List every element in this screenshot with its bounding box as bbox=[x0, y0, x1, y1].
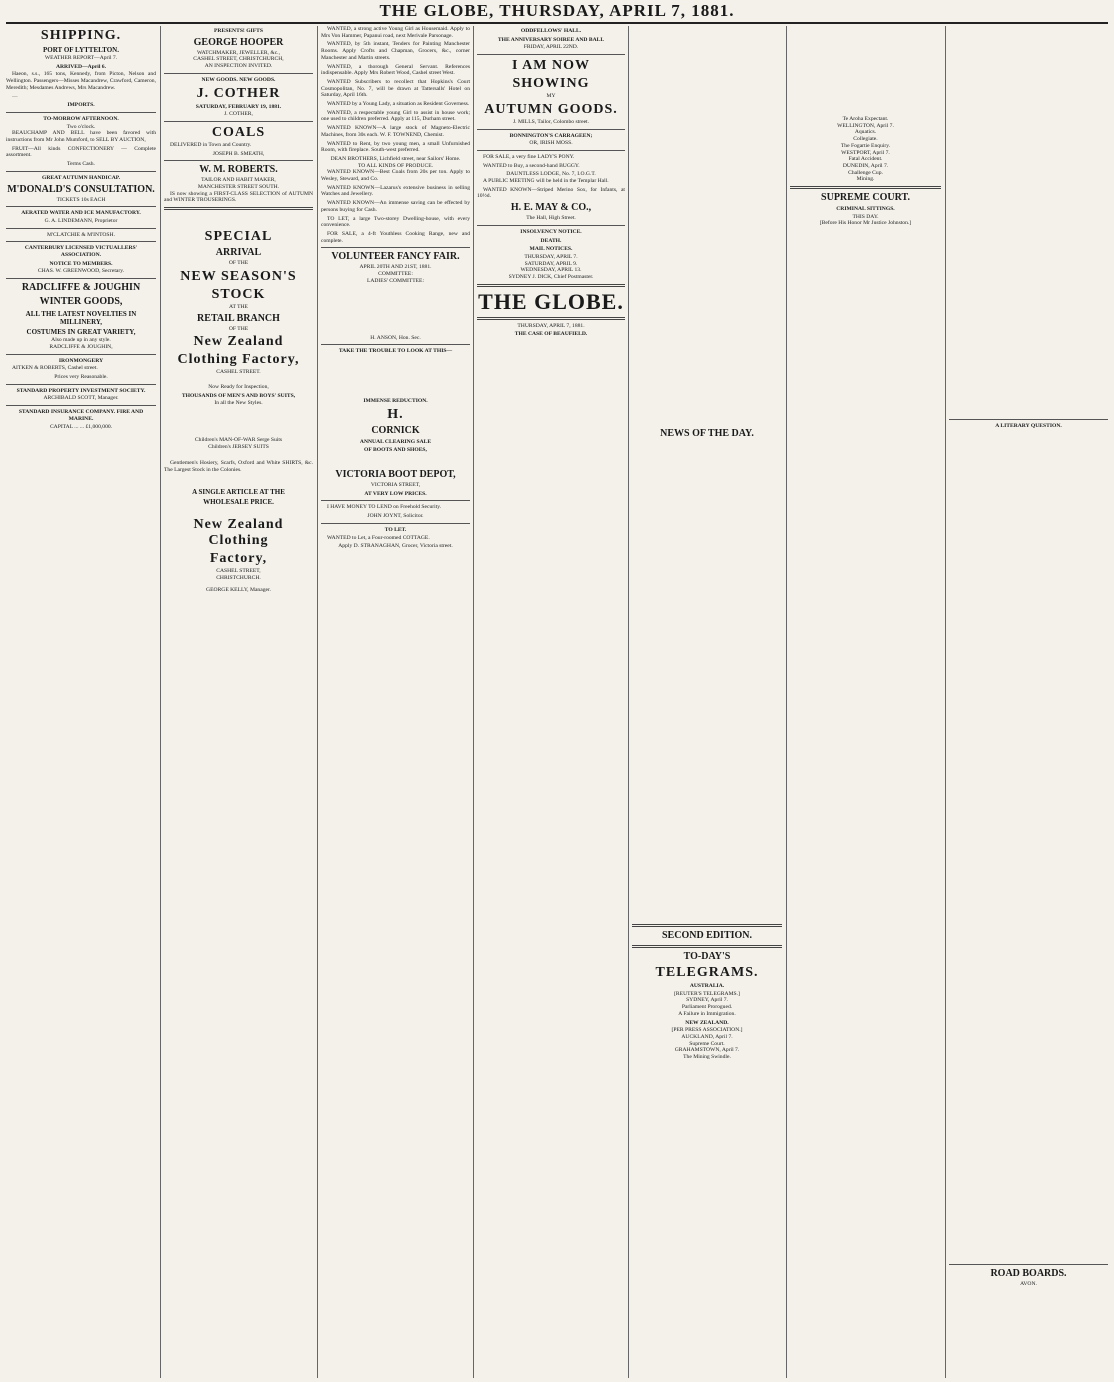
of-the-2: OF THE bbox=[228, 325, 249, 332]
victoria: VICTORIA BOOT DEPOT, bbox=[335, 469, 456, 481]
column-divider bbox=[628, 26, 629, 1378]
have-money: I HAVE MONEY TO LEND on Freehold Security. bbox=[327, 504, 442, 511]
hooper-heading: GEORGE HOOPER bbox=[193, 36, 284, 48]
also: Also made up in any style. bbox=[51, 337, 111, 344]
rj: RADCLIFFE & JOUGHIN, bbox=[49, 343, 113, 350]
time: Two o'clock. bbox=[66, 123, 96, 130]
divider bbox=[164, 160, 313, 161]
divider bbox=[6, 206, 156, 207]
divider bbox=[477, 225, 625, 226]
factory: Factory, bbox=[209, 550, 268, 566]
aquatics: Aquatics. bbox=[854, 129, 877, 136]
wanted-buy: WANTED to Buy, a second-hand BUGGY. bbox=[483, 162, 580, 169]
saturday: SATURDAY, FEBRUARY 19, 1881. bbox=[195, 103, 282, 110]
road-boards: ROAD BOARDS. bbox=[990, 1267, 1067, 1279]
clothing: Clothing Factory, bbox=[177, 352, 300, 368]
jersey: Children's JERSEY SUITS bbox=[208, 443, 269, 450]
avon: AVON. bbox=[1020, 1280, 1037, 1287]
weather-report: WEATHER REPORT—April 7. bbox=[44, 55, 118, 61]
committee: COMMITTEE: bbox=[378, 271, 413, 278]
challenge: Challenge Cup. bbox=[848, 169, 883, 176]
canterbury-heading: CANTERBURY LICENSED VICTUALLERS' ASSOCIATION. bbox=[24, 245, 138, 259]
cother-sig: J. COTHER, bbox=[224, 111, 253, 118]
tickets: TICKETS 10s EACH bbox=[56, 196, 106, 203]
insolvency: INSOLVENCY NOTICE. bbox=[520, 228, 582, 235]
news-heading: NEWS OF THE DAY. bbox=[660, 428, 754, 439]
shipping-body: — bbox=[12, 93, 18, 100]
single: A SINGLE ARTICLE AT THE bbox=[192, 487, 285, 496]
classified: WANTED, a strong active Young Girl as Housemaid. Apply to Mrs Von Hammer, Papanui road, next Merivale Parsonage. bbox=[321, 26, 470, 39]
volunteer-heading: VOLUNTEER FANCY FAIR. bbox=[331, 251, 460, 263]
masthead-rule bbox=[6, 22, 1108, 24]
classified: FOR SALE, a 4-ft Youthless Cooking Range, new and complete. bbox=[321, 230, 470, 244]
mining: Mining. bbox=[856, 176, 875, 183]
second-edition: SECOND EDITION. bbox=[661, 930, 753, 941]
aitken: AITKEN & ROBERTS, Cashel street. bbox=[12, 365, 98, 372]
dean: DEAN BROTHERS, Lichfield street, near Sailors' Home. bbox=[330, 155, 461, 162]
standard-heading: STANDARD PROPERTY INVESTMENT SOCIETY. bbox=[16, 387, 146, 394]
divider bbox=[321, 500, 470, 501]
sydney: SYDNEY, April 7. bbox=[686, 997, 728, 1004]
supreme-court: SUPREME COURT. bbox=[821, 192, 910, 204]
dunedin: DUNEDIN, April 7. bbox=[842, 162, 889, 169]
column-divider bbox=[786, 26, 787, 1378]
victoria-st: VICTORIA STREET, bbox=[370, 482, 421, 489]
radcliffe-heading: RADCLIFFE & JOUGHIN bbox=[21, 282, 141, 294]
divider bbox=[477, 54, 625, 55]
port-heading: PORT OF LYTTELTON. bbox=[43, 46, 119, 54]
nz-2: New Zealand Clothing bbox=[193, 516, 284, 548]
divider bbox=[164, 73, 313, 74]
criminal: CRIMINAL SITTINGS. bbox=[836, 206, 895, 213]
bonnington: BONNINGTON'S CARRAGEEN; bbox=[509, 132, 593, 139]
fatal: Fatal Accident. bbox=[848, 156, 883, 163]
costumes: COSTUMES IN GREAT VARIETY, bbox=[26, 328, 136, 337]
boots: OF BOOTS AND SHOES, bbox=[364, 447, 427, 454]
divider bbox=[477, 150, 625, 151]
beaufield: THE CASE OF BEAUFIELD. bbox=[514, 331, 588, 338]
anniversary: THE ANNIVERSARY SOIREE AND BALL bbox=[497, 36, 605, 43]
retail: RETAIL BRANCH bbox=[197, 312, 280, 324]
mining: The Mining Swindle. bbox=[683, 1054, 731, 1061]
classified: WANTED Subscribers to recollect that Hopkins's Court Cosmopolitan, No. 7, will be drawn at Tattersalls' Hotel on Saturday, April 16th. bbox=[321, 78, 470, 99]
classified: WANTED, by 5th instant, Tenders for Painting Manchester Rooms. Apply Crofts and Chapman, Grocers, &c., corner Manchester and Martin streets. bbox=[321, 41, 470, 61]
divider bbox=[949, 419, 1108, 420]
column-3 bbox=[321, 26, 470, 1378]
i-am-now: I AM NOW bbox=[512, 58, 590, 74]
manchester: MANCHESTER STREET SOUTH. bbox=[197, 184, 280, 191]
hosiery: Gentlemen's Hosiery, Scarfs, Oxford and White SHIRTS, &c. The Largest Stock in the Colonies. bbox=[164, 460, 313, 474]
column-divider bbox=[945, 26, 946, 1378]
collegiate: Collegiate. bbox=[853, 136, 878, 143]
showing: SHOWING bbox=[512, 76, 590, 92]
before: [Before His Honor Mr Justice Johnston.] bbox=[819, 220, 912, 227]
column-1 bbox=[6, 26, 156, 1378]
column-divider bbox=[473, 26, 474, 1378]
australia: AUSTRALIA. bbox=[689, 983, 725, 989]
anson: H. ANSON, Hon. Sec. bbox=[370, 334, 421, 341]
column-divider bbox=[160, 26, 161, 1378]
clearing: ANNUAL CLEARING SALE bbox=[359, 438, 432, 445]
stranaghan: Apply D. STRANAGHAN, Grocer, Victoria street. bbox=[338, 543, 453, 550]
friday: FRIDAY, APRIL 22ND. bbox=[523, 44, 579, 51]
telegrams: TELEGRAMS. bbox=[655, 965, 759, 980]
april: APRIL 20TH AND 21ST, 1881. bbox=[359, 264, 432, 271]
parliament: Parliament Prorogued. bbox=[681, 1004, 733, 1011]
classified: WANTED KNOWN—A large stock of Magneto-Electric Machines, from 30s each. W. F. TOWNEND, Chemist. bbox=[321, 125, 470, 138]
special-heading: SPECIAL bbox=[204, 229, 273, 245]
stock: STOCK bbox=[211, 286, 266, 302]
man-of-war: Children's MAN-OF-WAR Serge Suits bbox=[194, 437, 283, 444]
wednesday: WEDNESDAY, APRIL 13. bbox=[520, 267, 582, 274]
h: H. bbox=[387, 406, 404, 422]
winter-heading: WINTER GOODS, bbox=[39, 296, 123, 308]
divider bbox=[6, 241, 156, 242]
classified: WANTED KNOWN—Lazarus's extensive business in selling Watches and Jewellery. bbox=[321, 184, 470, 198]
beauchamp-ad: BEAUCHAMP AND BELL have been favored with instructions from Mr John Mumford, to SELL BY AUCTION, bbox=[6, 130, 156, 144]
mail: MAIL NOTICES. bbox=[529, 246, 573, 253]
wellington: WELLINGTON, April 7. bbox=[837, 122, 894, 129]
column-7 bbox=[949, 26, 1108, 1378]
column-divider bbox=[317, 26, 318, 1378]
chch: CHRISTCHURCH. bbox=[216, 574, 261, 581]
divider bbox=[6, 405, 156, 406]
joynt: JOHN JOYNT, Solicitor. bbox=[367, 513, 424, 520]
smeath: JOSEPH B. SMEATH, bbox=[212, 150, 265, 157]
westport: WESTPORT, April 7. bbox=[841, 149, 890, 156]
divider bbox=[6, 278, 156, 279]
inspection: AN INSPECTION INVITED. bbox=[204, 63, 273, 70]
notice-heading: NOTICE TO MEMBERS. bbox=[49, 260, 113, 267]
classified: WANTED KNOWN—An immense saving can be effected by persons buying for Cash. bbox=[321, 200, 470, 213]
consultation-heading: M'DONALD'S CONSULTATION. bbox=[7, 183, 155, 195]
nz: New Zealand bbox=[193, 334, 284, 350]
divider bbox=[477, 284, 625, 287]
cashel: CASHEL STREET, CHRISTCHURCH, bbox=[193, 56, 284, 63]
dauntless: DAUNTLESS LODGE, No. 7, I.O.G.T. bbox=[506, 171, 596, 178]
divider bbox=[477, 317, 625, 320]
literary: A LITERARY QUESTION. bbox=[995, 423, 1062, 429]
divider bbox=[6, 112, 156, 113]
grahamstown: GRAHAMSTOWN, April 7. bbox=[674, 1047, 740, 1054]
at-the: AT THE bbox=[229, 303, 248, 310]
failure: A Failure in Immigration. bbox=[678, 1010, 736, 1017]
for-sale: FOR SALE, a very fine LADY'S PONY. bbox=[483, 153, 575, 160]
kelly: GEORGE KELLY, Manager. bbox=[206, 587, 271, 594]
handicap-heading: GREAT AUTUMN HANDICAP. bbox=[41, 174, 121, 181]
cornick: CORNICK bbox=[371, 424, 420, 436]
column-5 bbox=[632, 26, 782, 1378]
divider bbox=[790, 186, 941, 189]
this-day: THIS DAY. bbox=[852, 213, 879, 220]
of-the: OF THE bbox=[228, 260, 249, 267]
fog: The Fogartie Enquiry. bbox=[840, 142, 891, 149]
wanted-let: WANTED to Let, a Four-roomed COTTAGE. bbox=[327, 534, 430, 541]
press: [PER PRESS ASSOCIATION.] bbox=[671, 1027, 743, 1034]
imports-heading: IMPORTS. bbox=[67, 102, 95, 109]
capital: CAPITAL ... ... £1,000,000. bbox=[49, 423, 113, 430]
delivered: DELIVERED in Town and Country. bbox=[170, 141, 252, 148]
showing: IS now showing a FIRST-CLASS SELECTION of AUTUMN and WINTER TROUSERINGS. bbox=[164, 190, 313, 204]
wanted-known: WANTED KNOWN—Striped Merino Sox, for Infants, at 10½d. bbox=[477, 186, 625, 200]
divider bbox=[6, 171, 156, 172]
column-6 bbox=[790, 26, 941, 1378]
auckland: AUCKLAND, April 7. bbox=[681, 1033, 733, 1040]
thousands: THOUSANDS OF MEN'S AND BOYS' SUITS, bbox=[181, 392, 296, 399]
aroha: Te Aroha Expectant. bbox=[842, 116, 889, 122]
divider bbox=[321, 344, 470, 345]
ladies: LADIES' COMMITTEE: bbox=[366, 277, 425, 284]
greenwood: CHAS. W. GREENWOOD, Secretary. bbox=[37, 268, 125, 275]
season: NEW SEASON'S bbox=[180, 268, 297, 284]
tomorrow-heading: TO-MORROW AFTERNOON. bbox=[43, 115, 119, 122]
arrived-text: Haeon, s.s., 165 tons, Kennedy, from Picton, Nelson and Wellington. Passengers—Misses Macandrew, Crawford, Cameron, Meredith; Mesdames Andrews, Mrs Macandrew. bbox=[6, 71, 156, 91]
low: AT VERY LOW PRICES. bbox=[364, 490, 427, 497]
insurance-heading: STANDARD INSURANCE COMPANY. FIRE AND MARINE. bbox=[18, 409, 144, 422]
immense: IMMENSE REDUCTION. bbox=[363, 397, 428, 404]
mills: J. MILLS, Tailor, Colombo street. bbox=[512, 118, 590, 125]
divider bbox=[6, 228, 156, 229]
newgoods: NEW GOODS. NEW GOODS. bbox=[201, 76, 276, 83]
tailor: TAILOR AND HABIT MAKER, bbox=[201, 177, 276, 184]
take: TAKE THE TROUBLE TO LOOK AT THIS— bbox=[338, 348, 453, 355]
masthead: THE GLOBE, THURSDAY, APRIL 7, 1881. bbox=[379, 1, 735, 20]
mcclatchie: M'CLATCHIE & M'INTOSH. bbox=[47, 231, 115, 238]
divider bbox=[949, 1264, 1108, 1265]
divider bbox=[477, 129, 625, 130]
divider bbox=[632, 945, 782, 948]
terms: Terms Cash. bbox=[67, 161, 95, 168]
column-4 bbox=[477, 26, 625, 1378]
irish: OR, IRISH MOSS. bbox=[529, 140, 573, 147]
column-2 bbox=[164, 26, 313, 1378]
millinery: ALL THE LATEST NOVELTIES IN MILLINERY, bbox=[25, 310, 137, 327]
wholesale: WHOLESALE PRICE. bbox=[203, 497, 274, 506]
coals-heading: COALS bbox=[211, 124, 266, 140]
scott: ARCHIBALD SCOTT, Manager. bbox=[43, 395, 119, 402]
autumn: AUTUMN GOODS. bbox=[484, 101, 618, 117]
hall: The Hall, High Street. bbox=[526, 215, 576, 222]
styles: In all the New Styles. bbox=[214, 400, 263, 407]
oddfellows: ODDFELLOWS' HALL. bbox=[520, 28, 582, 34]
fruit-line: FRUIT—All kinds CONFECTIONERY — Complete assortment. bbox=[6, 145, 156, 159]
cashel-3: CASHEL STREET, bbox=[216, 567, 261, 574]
classified: WANTED, a respectable young Girl to assist in house work; one used to children preferred. Apply at 115, Durham street. bbox=[321, 109, 470, 123]
divider bbox=[6, 354, 156, 355]
cashel-2: CASHEL STREET. bbox=[216, 369, 261, 376]
globe-title: THE GLOBE. bbox=[478, 288, 624, 314]
arrival: ARRIVAL bbox=[215, 247, 262, 259]
death: DEATH. bbox=[540, 237, 562, 244]
todays: TO-DAY'S bbox=[683, 951, 731, 962]
supreme: Supreme Court. bbox=[689, 1040, 725, 1047]
classified: WANTED, a thorough General Servant. References indispensable. Apply Mrs Robert Wood, Cashel street West. bbox=[321, 63, 470, 77]
classified: WANTED KNOWN—Best Coals from 20s per ton. Apply to Wesley, Steward, and Co. bbox=[321, 169, 470, 183]
saturday: SATURDAY, APRIL 9. bbox=[524, 260, 578, 267]
my: MY bbox=[546, 93, 556, 100]
classified: WANTED by a Young Lady, a situation as Resident Governess. bbox=[327, 101, 470, 108]
classified: WANTED to Rent, by two young men, a small Unfurnished Room, with fireplace. South-west preferred. bbox=[321, 140, 470, 154]
divider bbox=[164, 207, 313, 210]
divider bbox=[321, 523, 470, 524]
classified: TO LET, a large Two-storey Dwelling-house, with every convenience. bbox=[321, 215, 470, 229]
ready: Now Ready for Inspection, bbox=[208, 383, 269, 390]
divider bbox=[632, 924, 782, 927]
roberts-heading: W. M. ROBERTS. bbox=[199, 164, 278, 176]
new-zealand: NEW ZEALAND. bbox=[685, 1019, 729, 1026]
prices: Prices very Reasonable. bbox=[54, 373, 108, 380]
divider bbox=[321, 247, 470, 248]
date: THURSDAY, APRIL 7, 1881. bbox=[517, 322, 585, 329]
thursday: THURSDAY, APRIL 7. bbox=[524, 253, 578, 260]
presents-heading: PRESENTS! GIFTS bbox=[214, 28, 263, 34]
to-let: TO LET. bbox=[384, 526, 407, 533]
toallkinds: TO ALL KINDS OF PRODUCE. bbox=[357, 162, 434, 169]
shipping-heading: SHIPPING. bbox=[40, 28, 122, 43]
watchmaker: WATCHMAKER, JEWELLER, &c., bbox=[197, 49, 280, 56]
divider bbox=[6, 384, 156, 385]
public: A PUBLIC MEETING will be held in the Templar Hall. bbox=[483, 178, 609, 185]
aerated-heading: AERATED WATER AND ICE MANUFACTORY. bbox=[21, 210, 141, 217]
reuters: [REUTER'S TELEGRAMS.] bbox=[674, 990, 740, 997]
lindemann: G. A. LINDEMANN, Proprietor bbox=[44, 217, 118, 224]
may: H. E. MAY & CO., bbox=[510, 202, 592, 214]
dick: SYDNEY J. DICK, Chief Postmaster. bbox=[508, 274, 594, 281]
ironmongery-heading: IRONMONGERY bbox=[58, 357, 104, 364]
cother-heading: J. COTHER bbox=[196, 85, 281, 101]
arrived-heading: ARRIVED—April 6. bbox=[55, 63, 107, 70]
divider bbox=[164, 121, 313, 122]
